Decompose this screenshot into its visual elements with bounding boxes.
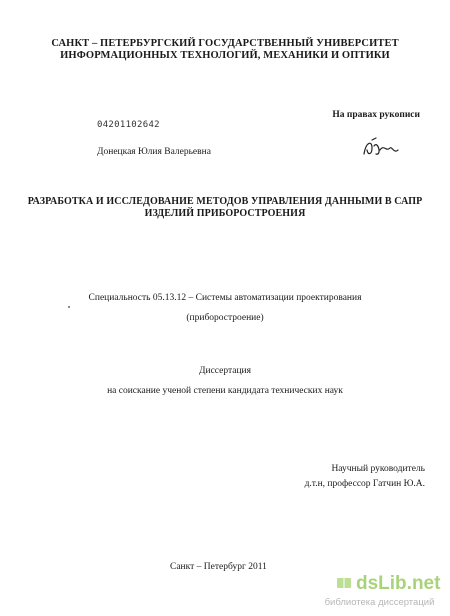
supervisor-name: д.т.н, профессор Гатчин Ю.А. xyxy=(304,479,425,489)
watermark[interactable] xyxy=(312,573,447,613)
title-line-1: РАЗРАБОТКА И ИССЛЕДОВАНИЕ МЕТОДОВ УПРАВЛЕНИЯ ДАННЫМИ В САПР xyxy=(27,196,423,207)
registration-code: 04201102642 xyxy=(97,120,160,130)
watermark-logo-tld: .net xyxy=(406,573,441,594)
dissertation-title xyxy=(0,196,450,220)
signature-icon xyxy=(360,136,402,162)
book-icon xyxy=(336,575,352,591)
watermark-logo-main: dsLib xyxy=(356,573,407,594)
university-line-2: ИНФОРМАЦИОННЫХ ТЕХНОЛОГИЙ, МЕХАНИКИ И ОПТИКИ xyxy=(60,50,390,61)
manuscript-note: На правах рукописи xyxy=(332,110,420,120)
watermark-logo xyxy=(356,573,440,595)
scan-speck xyxy=(68,306,70,308)
specialty-sub: (приборостроение) xyxy=(186,313,264,323)
author-name: Донецкая Юлия Валерьевна xyxy=(97,147,211,157)
watermark-tagline: библиотека диссертаций xyxy=(324,597,435,608)
title-line-2: ИЗДЕЛИЙ ПРИБОРОСТРОЕНИЯ xyxy=(144,208,306,219)
degree-line: на соискание ученой степени кандидата технических наук xyxy=(107,386,343,396)
dissertation-type: Диссертация xyxy=(199,366,251,376)
university-line-1: САНКТ – ПЕТЕРБУРГСКИЙ ГОСУДАРСТВЕННЫЙ УНИВЕРСИТЕТ xyxy=(51,38,399,49)
specialty-line: Специальность 05.13.12 – Системы автоматизации проектирования xyxy=(88,293,362,303)
place-year: Санкт – Петербург 2011 xyxy=(170,562,267,572)
supervisor-label: Научный руководитель xyxy=(331,464,425,474)
university-name xyxy=(0,38,450,62)
